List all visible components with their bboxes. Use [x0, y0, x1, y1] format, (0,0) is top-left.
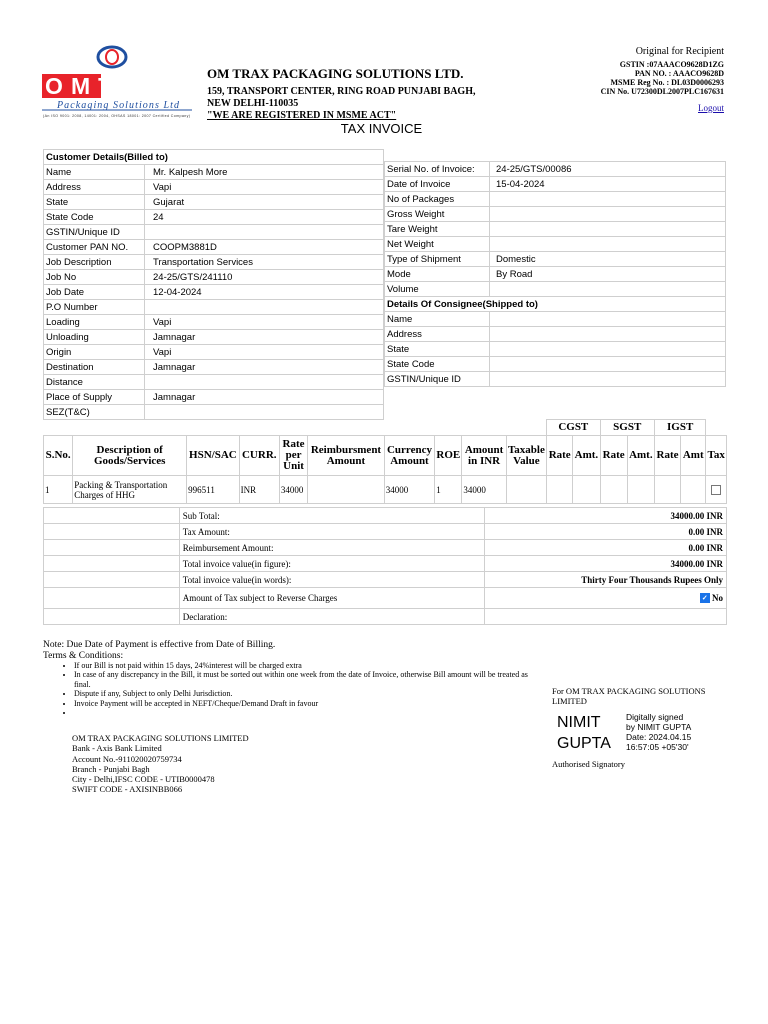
invoice-row	[385, 207, 726, 222]
customer-label: Destination	[44, 360, 145, 375]
col-cgst-amt: Amt.	[573, 436, 600, 476]
customer-row	[44, 165, 384, 180]
signature-line: Date: 2024.04.15	[626, 732, 692, 742]
customer-row	[44, 270, 384, 285]
items-table	[43, 419, 727, 504]
col-sgst-rate: Rate	[600, 436, 627, 476]
consignee-heading: Details Of Consignee(Shipped to)	[385, 297, 726, 312]
reverse-charge-checkbox[interactable]: ✓	[700, 593, 710, 603]
invoice-label: Date of Invoice	[385, 177, 490, 192]
customer-value: Gujarat	[145, 195, 384, 210]
invoice-row	[385, 162, 726, 177]
signature-line: Digitally signed	[626, 712, 684, 722]
invoice-label: Net Weight	[385, 237, 490, 252]
customer-label: State Code	[44, 210, 145, 225]
customer-details-heading: Customer Details(Billed to)	[44, 150, 384, 165]
col-igst-amt: Amt	[681, 436, 706, 476]
total-label: Tax Amount:	[179, 524, 485, 540]
customer-label: Address	[44, 180, 145, 195]
customer-row	[44, 210, 384, 225]
consignee-row	[385, 312, 726, 327]
consignee-value	[490, 372, 726, 387]
invoice-value	[490, 192, 726, 207]
customer-label: Name	[44, 165, 145, 180]
customer-value	[145, 300, 384, 315]
total-row	[44, 540, 727, 556]
customer-label: State	[44, 195, 145, 210]
for-company: For OM TRAX PACKAGING SOLUTIONS LIMITED	[552, 686, 706, 706]
total-row	[44, 508, 727, 524]
logo-text: OMTRAX	[45, 73, 185, 99]
bank-line: Branch - Punjabi Bagh	[72, 763, 150, 774]
consignee-row	[385, 327, 726, 342]
customer-value: Mr. Kalpesh More	[145, 165, 384, 180]
address-line-1: 159, TRANSPORT CENTER, RING ROAD PUNJABI BAGH,	[207, 86, 476, 97]
item-reimbursement	[308, 476, 385, 504]
consignee-row	[385, 372, 726, 387]
customer-row	[44, 240, 384, 255]
invoice-label: Type of Shipment	[385, 252, 490, 267]
customer-value: 12-04-2024	[145, 285, 384, 300]
invoice-value: By Road	[490, 267, 726, 282]
item-currency-amount: 34000	[384, 476, 434, 504]
customer-row	[44, 390, 384, 405]
signature-line: 16:57:05 +05'30'	[626, 742, 689, 752]
terms-heading: Terms & Conditions:	[43, 650, 124, 661]
total-value: 34000.00 INR	[485, 556, 727, 572]
consignee-row	[385, 342, 726, 357]
customer-details-table	[43, 149, 384, 420]
reverse-charge-value: No	[712, 592, 723, 603]
consignee-row	[385, 357, 726, 372]
col-reimbursement: Reimbursment Amount	[308, 436, 385, 476]
invoice-label: Gross Weight	[385, 207, 490, 222]
customer-label: Distance	[44, 375, 145, 390]
company-address	[207, 86, 497, 122]
cin-number: CIN No. U72300DL2007PLC167631	[600, 87, 724, 96]
col-cgst-rate: Rate	[547, 436, 573, 476]
page-title: TAX INVOICE	[340, 121, 423, 136]
item-sno: 1	[44, 476, 73, 504]
invoice-label: Tare Weight	[385, 222, 490, 237]
customer-label: Customer PAN NO.	[44, 240, 145, 255]
customer-label: Job Description	[44, 255, 145, 270]
table-row	[44, 476, 727, 504]
company-registration-info	[601, 47, 724, 96]
customer-row	[44, 345, 384, 360]
col-rate: Rate per Unit	[279, 436, 307, 476]
bank-details	[72, 733, 249, 795]
invoice-row	[385, 237, 726, 252]
customer-row	[44, 255, 384, 270]
consignee-label: GSTIN/Unique ID	[385, 372, 490, 387]
total-value: 34000.00 INR	[485, 508, 727, 524]
customer-label: P.O Number	[44, 300, 145, 315]
invoice-value: 15-04-2024	[490, 177, 726, 192]
col-hsn: HSN/SAC	[187, 436, 239, 476]
customer-label: Unloading	[44, 330, 145, 345]
total-label: Total invoice value(in figure):	[179, 556, 485, 572]
company-logo	[42, 44, 192, 122]
consignee-value	[490, 312, 726, 327]
bank-line: SWIFT CODE - AXISINBB066	[72, 784, 183, 795]
authorised-signatory: Authorised Signatory	[552, 759, 625, 769]
item-amount-inr: 34000	[462, 476, 506, 504]
customer-row	[44, 225, 384, 240]
invoice-value: 24-25/GTS/00086	[490, 162, 726, 177]
customer-value: Vapi	[145, 345, 384, 360]
original-for-recipient: Original for Recipient	[635, 46, 724, 57]
term-item: • In case of any discrepancy in the Bill, it must be sorted out within one week from the date of Invoice, otherwise Bill amount will be treated as final.	[74, 670, 532, 689]
item-description: Packing & Transportation Charges of HHG	[73, 476, 187, 504]
terms-list	[62, 661, 532, 717]
customer-label: Place of Supply	[44, 390, 145, 405]
col-taxable: Taxable Value	[506, 436, 546, 476]
address-line-2: NEW DELHI-110035	[207, 98, 299, 109]
invoice-value	[490, 207, 726, 222]
item-tax-checkbox[interactable]	[711, 485, 721, 495]
col-description: Description of Goods/Services	[73, 436, 187, 476]
invoice-value: Domestic	[490, 252, 726, 267]
payment-note	[43, 640, 275, 661]
logo-cert: (An ISO 9001: 2008, 14001: 2004, OHSAS 18001: 2007 Certified Company)	[43, 114, 190, 118]
total-label: Reimbursement Amount:	[179, 540, 485, 556]
gstin: GSTIN :07AAACO9628D1ZG	[619, 60, 724, 69]
customer-value: Transportation Services	[145, 255, 384, 270]
invoice-row	[385, 177, 726, 192]
invoice-value	[490, 282, 726, 297]
customer-row	[44, 285, 384, 300]
customer-value: 24	[145, 210, 384, 225]
bank-line: Account No.-911020020759734	[72, 753, 182, 764]
pan-number: PAN NO. : AAACO9628D	[634, 69, 724, 78]
digital-signature	[557, 712, 717, 752]
customer-row	[44, 180, 384, 195]
item-rate: 34000	[279, 476, 307, 504]
term-item	[74, 708, 532, 717]
total-value: 0.00 INR	[485, 524, 727, 540]
invoice-row	[385, 282, 726, 297]
customer-row	[44, 330, 384, 345]
customer-value	[145, 405, 384, 420]
customer-label: Loading	[44, 315, 145, 330]
invoice-label: Serial No. of Invoice:	[385, 162, 490, 177]
customer-value: Vapi	[145, 180, 384, 195]
customer-value: Vapi	[145, 315, 384, 330]
col-sgst-amt: Amt.	[627, 436, 654, 476]
total-value: 0.00 INR	[485, 540, 727, 556]
consignee-value	[490, 327, 726, 342]
customer-value: COOPM3881D	[145, 240, 384, 255]
consignee-value	[490, 357, 726, 372]
col-sno: S.No.	[44, 436, 73, 476]
col-roe: ROE	[435, 436, 462, 476]
signature-details	[626, 712, 691, 752]
igst-header: IGST	[654, 420, 705, 436]
col-tax: Tax	[706, 436, 727, 476]
reverse-charge-label: Amount of Tax subject to Reverse Charges	[179, 588, 485, 609]
invoice-row	[385, 267, 726, 282]
col-amount-inr: Amount in INR	[462, 436, 506, 476]
declaration-label: Declaration:	[179, 609, 485, 625]
totals-table	[43, 507, 727, 625]
msme-reg: MSME Reg No. : DL03D0006293	[610, 78, 724, 87]
customer-value	[145, 225, 384, 240]
total-value: Thirty Four Thousands Rupees Only	[485, 572, 727, 588]
invoice-row	[385, 192, 726, 207]
customer-row	[44, 315, 384, 330]
term-item: • Dispute if any, Subject to only Delhi Jurisdiction.	[74, 689, 532, 698]
invoice-label: Mode	[385, 267, 490, 282]
invoice-row	[385, 252, 726, 267]
invoice-details-table	[384, 161, 726, 387]
signature-line: by NIMIT GUPTA	[626, 722, 692, 732]
customer-label: Job No	[44, 270, 145, 285]
invoice-value	[490, 222, 726, 237]
note-text: Note: Due Date of Payment is effective from Date of Billing.	[43, 640, 276, 650]
customer-row	[44, 195, 384, 210]
term-item: • If our Bill is not paid within 15 days, 24%interest will be charged extra	[74, 661, 532, 670]
invoice-row	[385, 222, 726, 237]
col-currency: CURR.	[239, 436, 279, 476]
sgst-header: SGST	[600, 420, 654, 436]
consignee-label: Address	[385, 327, 490, 342]
col-currency-amount: Currency Amount	[384, 436, 434, 476]
customer-label: Job Date	[44, 285, 145, 300]
signer-name: NIMIT GUPTA	[557, 714, 611, 752]
total-row	[44, 572, 727, 588]
col-igst-rate: Rate	[654, 436, 680, 476]
customer-row	[44, 300, 384, 315]
customer-label: GSTIN/Unique ID	[44, 225, 145, 240]
invoice-value	[490, 237, 726, 252]
item-currency: INR	[239, 476, 279, 504]
item-roe: 1	[435, 476, 462, 504]
consignee-value	[490, 342, 726, 357]
logout-link[interactable]: Logout	[698, 103, 724, 113]
item-hsn: 996511	[187, 476, 239, 504]
customer-value: Jamnagar	[145, 330, 384, 345]
customer-value	[145, 375, 384, 390]
bank-line: City - Delhi,IFSC CODE - UTIB0000478	[72, 774, 215, 785]
cgst-header: CGST	[547, 420, 600, 436]
customer-row	[44, 375, 384, 390]
term-item: • Invoice Payment will be accepted in NEFT/Cheque/Demand Draft in favour	[74, 699, 532, 708]
customer-row	[44, 405, 384, 420]
bank-line: Bank - Axis Bank Limited	[72, 743, 162, 754]
consignee-label: State Code	[385, 357, 490, 372]
total-row	[44, 556, 727, 572]
invoice-label: No of Packages	[385, 192, 490, 207]
customer-value: 24-25/GTS/241110	[145, 270, 384, 285]
logo-sub: Packaging Solutions Ltd	[57, 100, 179, 111]
msme-note: "WE ARE REGISTERED IN MSME ACT"	[207, 110, 397, 121]
invoice-label: Volume	[385, 282, 490, 297]
company-name: OM TRAX PACKAGING SOLUTIONS LTD.	[207, 66, 464, 81]
total-row	[44, 524, 727, 540]
consignee-label: State	[385, 342, 490, 357]
customer-value: Jamnagar	[145, 360, 384, 375]
total-label: Sub Total:	[179, 508, 485, 524]
consignee-label: Name	[385, 312, 490, 327]
customer-row	[44, 360, 384, 375]
customer-label: SEZ(T&C)	[44, 405, 145, 420]
total-label: Total invoice value(in words):	[179, 572, 485, 588]
customer-value: Jamnagar	[145, 390, 384, 405]
bank-line: OM TRAX PACKAGING SOLUTIONS LIMITED	[72, 733, 249, 743]
customer-label: Origin	[44, 345, 145, 360]
